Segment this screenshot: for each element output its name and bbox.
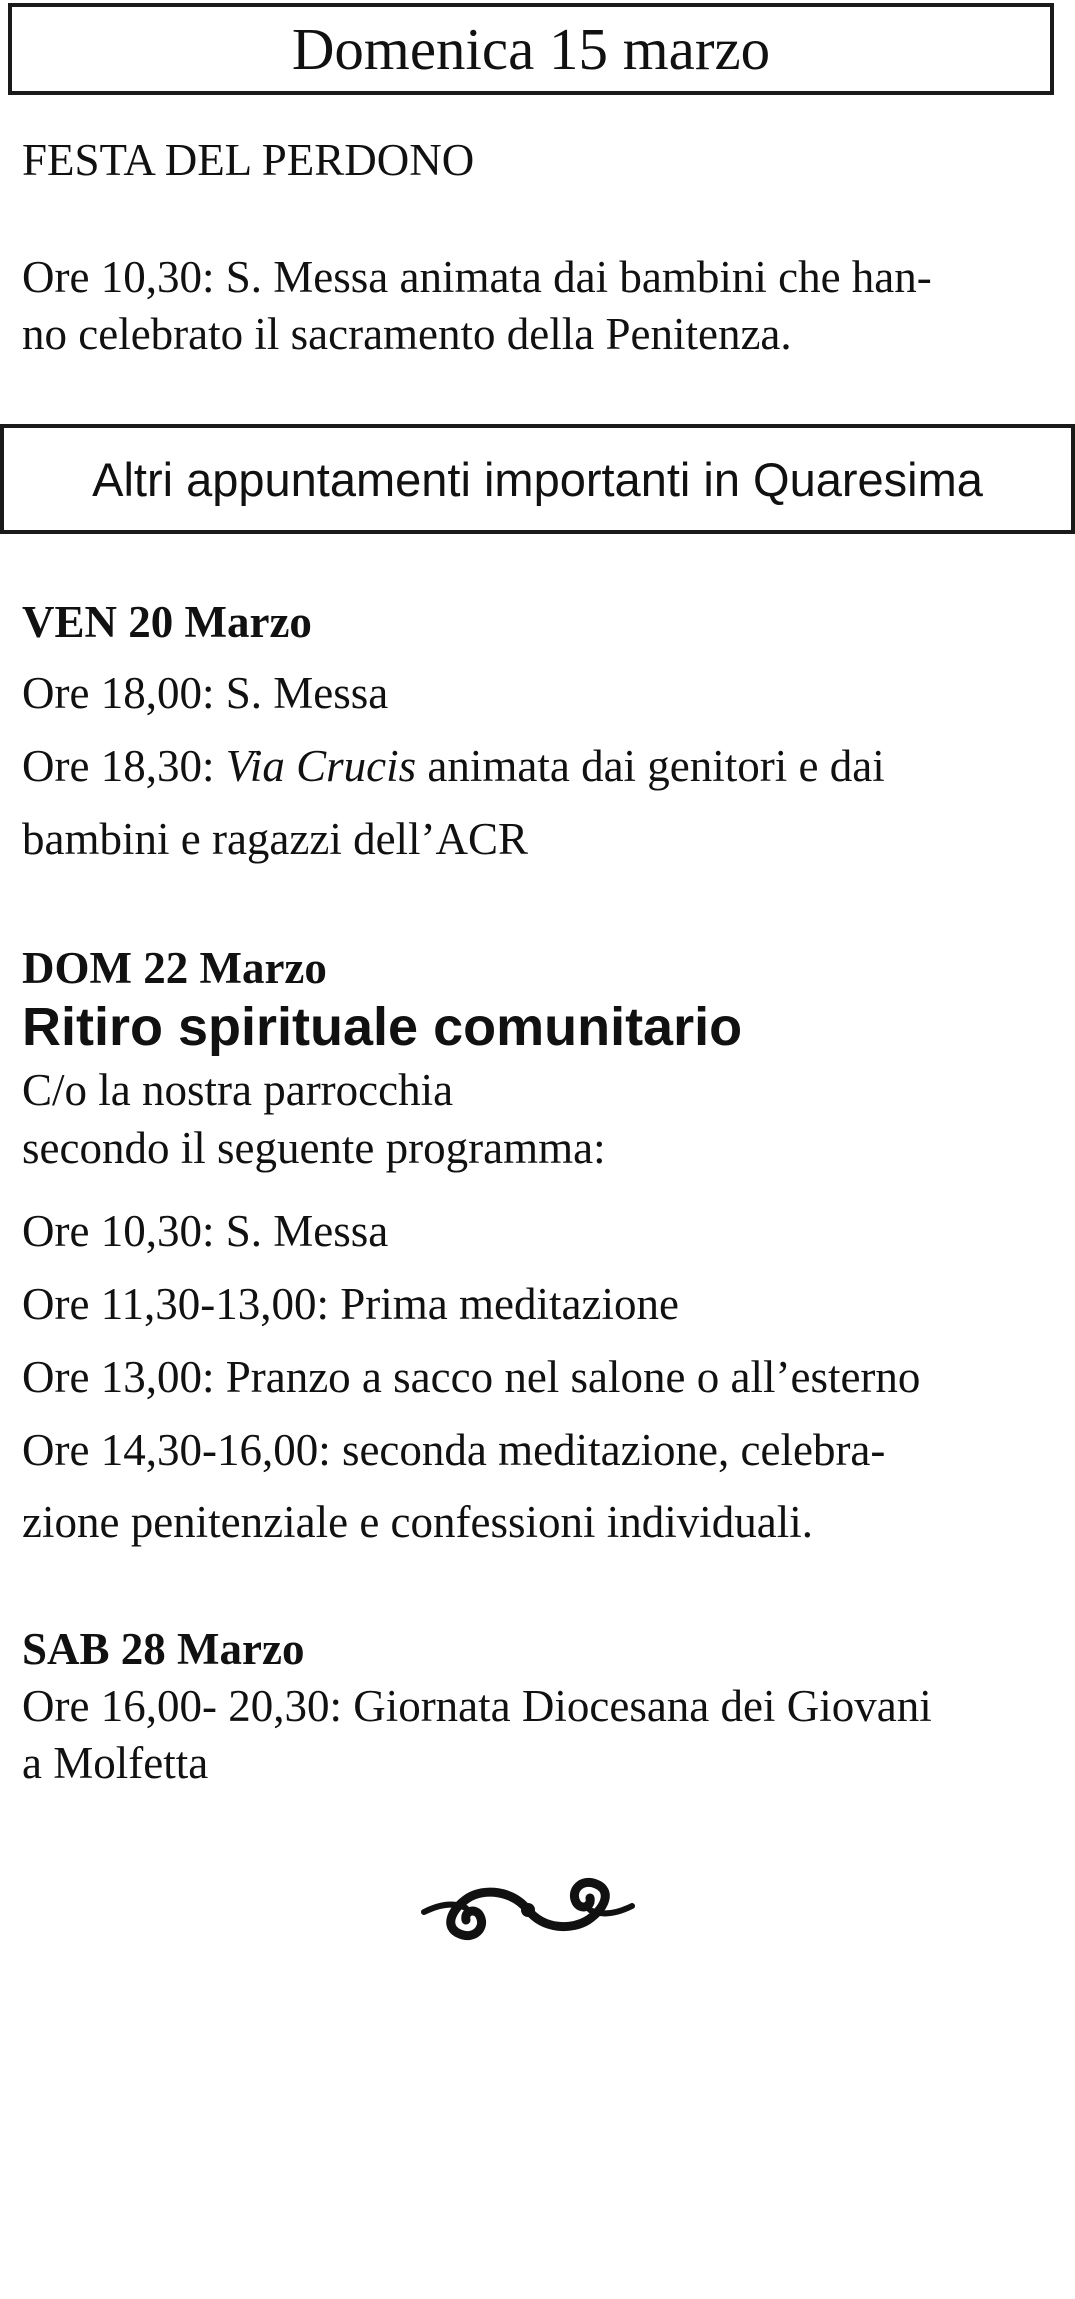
program-item: zione penitenziale e confessioni individuali. (22, 1497, 813, 1547)
ven-line-3: bambini e ragazzi dell’ACR (22, 814, 529, 864)
program-item: Ore 10,30: S. Messa (22, 1206, 389, 1256)
festa-line-2: no celebrato il sacramento della Penitenza. (22, 309, 792, 359)
ven-line-2-suffix: animata dai genitori e dai (416, 741, 885, 791)
date-header-title: Domenica 15 marzo (291, 15, 771, 82)
sab-line-2: a Molfetta (22, 1738, 209, 1788)
section-header-box (0, 424, 1075, 534)
date-header-box (8, 3, 1054, 95)
dom-title: Ritiro spirituale comunitario (22, 997, 743, 1057)
ven-line-2-prefix: Ore 18,30: (22, 741, 226, 791)
program-item: Ore 13,00: Pranzo a sacco nel salone o all’esterno (22, 1352, 921, 1402)
dom-line-1: C/o la nostra parrocchia (22, 1065, 454, 1115)
ven-line-2 (22, 741, 885, 791)
festa-line-1: Ore 10,30: S. Messa animata dai bambini che han- (22, 252, 932, 302)
sab-date: SAB 28 Marzo (22, 1624, 305, 1674)
program-item: Ore 11,30-13,00: Prima meditazione (22, 1279, 679, 1329)
festa-title: FESTA DEL PERDONO (22, 135, 475, 185)
program-item: Ore 14,30-16,00: seconda meditazione, celebra- (22, 1425, 886, 1475)
section-header-title: Altri appuntamenti importanti in Quaresima (92, 452, 983, 506)
dom-line-2: secondo il seguente programma: (22, 1123, 606, 1173)
sab-line-1: Ore 16,00- 20,30: Giornata Diocesana dei Giovani (22, 1681, 932, 1731)
flourish-ornament-icon (420, 1868, 636, 1944)
dom-date: DOM 22 Marzo (22, 943, 327, 993)
ven-line-1: Ore 18,00: S. Messa (22, 668, 389, 718)
ven-line-2-italic: Via Crucis (225, 741, 417, 791)
ven-date: VEN 20 Marzo (22, 597, 312, 647)
